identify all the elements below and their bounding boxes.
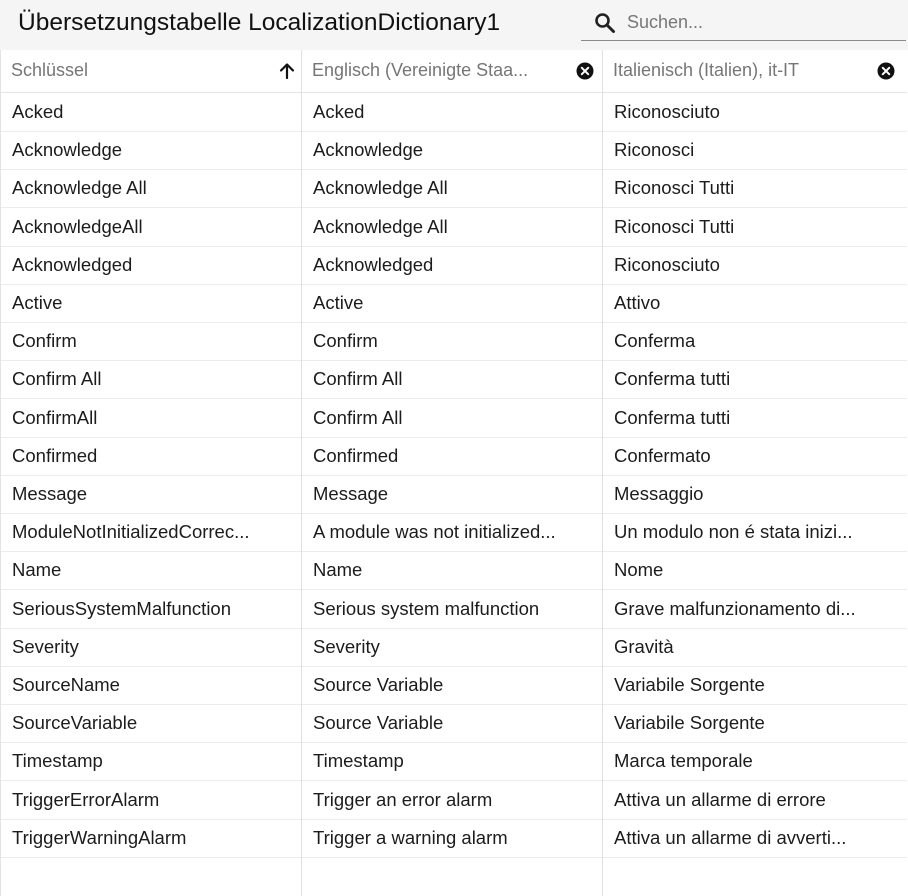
table-row[interactable]	[1, 590, 907, 629]
table-row[interactable]	[1, 628, 907, 667]
column-divider[interactable]	[602, 50, 603, 896]
cell-english[interactable]: Acknowledge All	[313, 216, 448, 237]
cell-key[interactable]: Message	[12, 483, 88, 504]
cell-key[interactable]: SeriousSystemMalfunction	[12, 598, 232, 619]
cell-italian[interactable]: Gravità	[614, 636, 674, 657]
cell-english[interactable]: Confirm All	[313, 407, 403, 428]
cell-english[interactable]: Message	[313, 483, 389, 504]
cell-key[interactable]: Name	[12, 559, 62, 580]
table-row[interactable]	[1, 513, 907, 552]
table-header	[1, 50, 907, 93]
cell-italian[interactable]: Conferma tutti	[614, 407, 731, 428]
cell-italian[interactable]: Conferma tutti	[614, 368, 731, 389]
table-row[interactable]	[1, 666, 907, 705]
cell-key[interactable]: ConfirmAll	[12, 407, 98, 428]
cell-english[interactable]: Serious system malfunction	[313, 598, 540, 619]
cell-key[interactable]: TriggerErrorAlarm	[12, 789, 160, 810]
search-box[interactable]	[581, 4, 906, 41]
cell-italian[interactable]: Riconosci	[614, 139, 695, 160]
cell-english[interactable]: Acknowledge	[313, 139, 424, 160]
cell-key[interactable]: Acknowledge	[12, 139, 123, 160]
cell-english[interactable]: Acknowledge All	[313, 177, 448, 198]
cell-key[interactable]: Confirm	[12, 330, 77, 351]
table-row[interactable]	[1, 284, 907, 323]
cell-italian[interactable]: Messaggio	[614, 483, 704, 504]
cell-italian[interactable]: Un modulo non é stata inizi...	[614, 521, 853, 542]
search-icon[interactable]	[593, 11, 617, 35]
title-bar	[0, 0, 908, 50]
cell-english[interactable]: Name	[313, 559, 363, 580]
cell-english[interactable]: Severity	[313, 636, 380, 657]
cell-italian[interactable]: Variabile Sorgente	[614, 674, 765, 695]
cell-english[interactable]: Confirm	[313, 330, 378, 351]
cell-english[interactable]: Acked	[313, 101, 365, 122]
table-row[interactable]	[1, 475, 907, 514]
cell-english[interactable]: Acknowledged	[313, 254, 434, 275]
cell-italian[interactable]: Attiva un allarme di errore	[614, 789, 826, 810]
cell-italian[interactable]: Marca temporale	[614, 750, 753, 771]
cell-key[interactable]: Acked	[12, 101, 64, 122]
cell-key[interactable]: Acknowledge All	[12, 177, 147, 198]
cell-english[interactable]: Timestamp	[313, 750, 404, 771]
cell-english[interactable]: Trigger a warning alarm	[313, 827, 508, 848]
cell-key[interactable]: SourceName	[12, 674, 120, 695]
cell-italian[interactable]: Riconosci Tutti	[614, 216, 735, 237]
table-row[interactable]	[1, 131, 907, 170]
cell-key[interactable]: Confirm All	[12, 368, 102, 389]
cell-key[interactable]: SourceVariable	[12, 712, 138, 733]
cell-english[interactable]: Active	[313, 292, 364, 313]
table-row[interactable]	[1, 322, 907, 361]
cell-english[interactable]: Source Variable	[313, 712, 444, 733]
cell-italian[interactable]: Riconosci Tutti	[614, 177, 735, 198]
column-header-label: Englisch (Vereinigte Staa...	[312, 60, 529, 80]
table-row[interactable]	[1, 704, 907, 743]
page-title: Übersetzungstabelle LocalizationDictionary1	[18, 9, 501, 36]
table-row[interactable]	[1, 437, 907, 476]
table-row[interactable]	[1, 819, 907, 858]
cell-key[interactable]: Severity	[12, 636, 79, 657]
table-row[interactable]	[1, 742, 907, 781]
column-header-english[interactable]	[302, 50, 602, 92]
cell-key[interactable]: Timestamp	[12, 750, 103, 771]
cell-english[interactable]: Trigger an error alarm	[313, 789, 493, 810]
cell-italian[interactable]: Conferma	[614, 330, 696, 351]
cell-key[interactable]: Active	[12, 292, 63, 313]
cell-english[interactable]: Source Variable	[313, 674, 444, 695]
cell-italian[interactable]: Nome	[614, 559, 664, 580]
table-row[interactable]	[1, 93, 907, 132]
table-row[interactable]	[1, 360, 907, 399]
cell-key[interactable]: TriggerWarningAlarm	[12, 827, 187, 848]
cell-english[interactable]: Confirm All	[313, 368, 403, 389]
column-header-italian[interactable]	[603, 50, 907, 92]
cell-italian[interactable]: Riconosciuto	[614, 254, 720, 275]
cell-english[interactable]: Confirmed	[313, 445, 399, 466]
column-header-key[interactable]	[1, 50, 301, 92]
table-row[interactable]	[1, 399, 907, 438]
table-row[interactable]	[1, 169, 907, 208]
column-divider[interactable]	[301, 50, 302, 896]
sort-ascending-icon[interactable]	[277, 61, 297, 81]
cell-key[interactable]: Acknowledged	[12, 254, 133, 275]
table-row[interactable]	[1, 781, 907, 820]
column-header-label: Italienisch (Italien), it-IT	[613, 60, 800, 80]
cell-english[interactable]: A module was not initialized...	[313, 521, 556, 542]
table-row[interactable]	[1, 246, 907, 285]
cell-italian[interactable]: Grave malfunzionamento di...	[614, 598, 856, 619]
cell-italian[interactable]: Attivo	[614, 292, 661, 313]
translation-table	[0, 50, 907, 896]
table-row[interactable]	[1, 551, 907, 590]
cell-italian[interactable]: Attiva un allarme di avverti...	[614, 827, 847, 848]
column-header-label: Schlüssel	[11, 60, 89, 80]
table-row[interactable]	[1, 208, 907, 247]
close-icon[interactable]	[576, 62, 594, 80]
cell-key[interactable]: AcknowledgeAll	[12, 216, 143, 237]
search-input[interactable]	[627, 8, 897, 36]
cell-key[interactable]: Confirmed	[12, 445, 98, 466]
cell-italian[interactable]: Riconosciuto	[614, 101, 720, 122]
close-icon[interactable]	[877, 62, 895, 80]
cell-italian[interactable]: Variabile Sorgente	[614, 712, 765, 733]
cell-italian[interactable]: Confermato	[614, 445, 711, 466]
cell-key[interactable]: ModuleNotInitializedCorrec...	[12, 521, 250, 542]
